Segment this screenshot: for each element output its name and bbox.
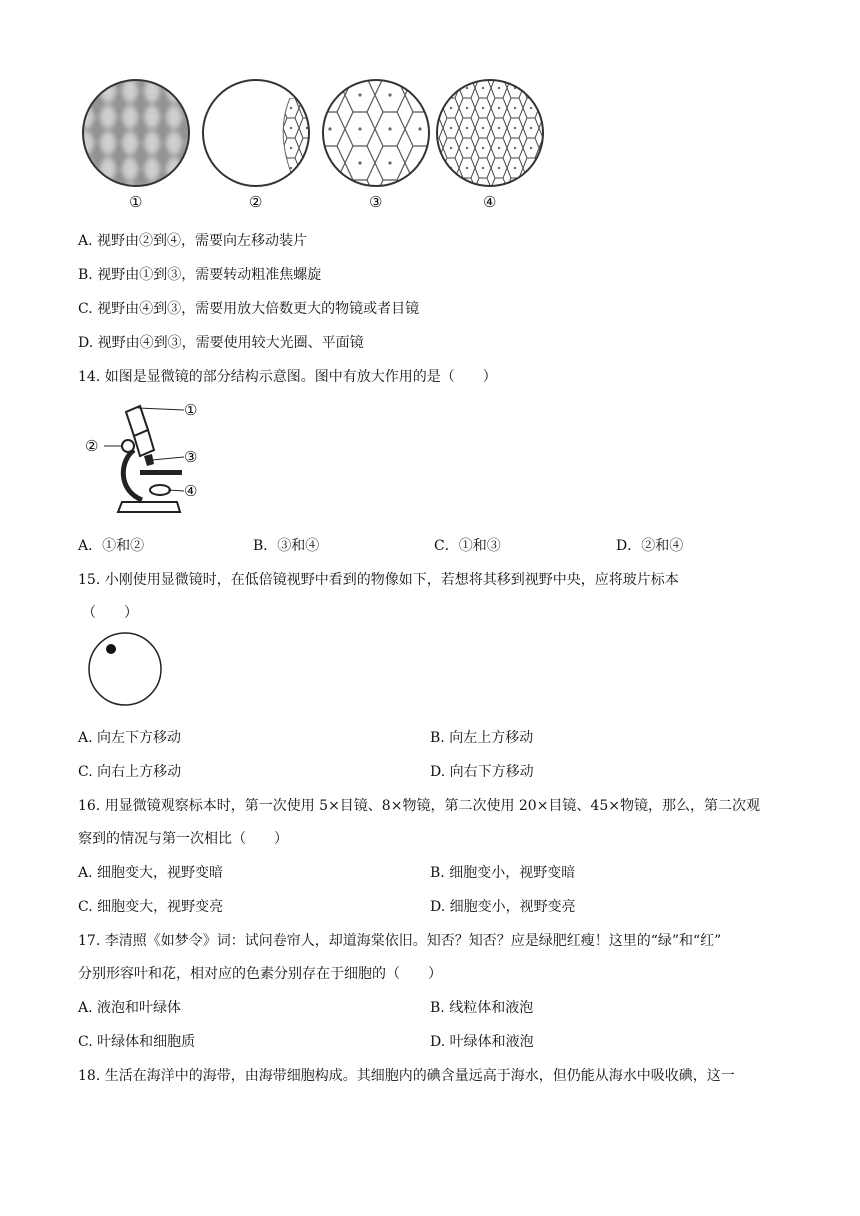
q14-figure-label-2: ② [85, 437, 99, 455]
q14-figure-label-1: ① [184, 401, 198, 419]
q13-figure-label-1: ① [129, 193, 143, 211]
q15-field-figure [85, 628, 165, 708]
q13-option-b: B. 视野由①到③，需要转动粗准焦螺旋 [78, 267, 322, 283]
q14-option-a: A．①和② [78, 538, 145, 554]
q15-option-a: A. 向左下方移动 [78, 730, 182, 746]
q14-option-d: D．②和④ [616, 538, 684, 554]
q18-stem-line1: 18. 生活在海洋中的海带，由海带细胞构成。其细胞内的碘含量远高于海水，但仍能从海水中吸收碘，这一 [78, 1068, 735, 1084]
q13-option-c: C. 视野由④到③，需要用放大倍数更大的物镜或者目镜 [78, 301, 420, 317]
q13-figure-label-3: ③ [369, 193, 383, 211]
q16-option-d: D. 细胞变小，视野变亮 [430, 899, 576, 915]
q16-option-c: C. 细胞变大，视野变亮 [78, 899, 224, 915]
q13-option-d: D. 视野由④到③，需要使用较大光圈、平面镜 [78, 335, 364, 351]
q14-option-c: C．①和③ [434, 538, 501, 554]
q17-option-c: C. 叶绿体和细胞质 [78, 1034, 196, 1050]
q16-option-a: A. 细胞变大，视野变暗 [78, 865, 224, 881]
q15-stem-line2: （ ） [82, 605, 138, 621]
q17-option-d: D. 叶绿体和液泡 [430, 1034, 534, 1050]
q13-option-a: A. 视野由②到④，需要向左移动装片 [78, 233, 308, 249]
q17-stem-line1: 17. 李清照《如梦令》词：试问卷帘人，却道海棠依旧。知否？知否？应是绿肥红瘦！这里的“绿”和“红” [78, 933, 722, 949]
q15-stem-line1: 15. 小刚使用显微镜时，在低倍镜视野中看到的物像如下，若想将其移到视野中央，应将玻片标本 [78, 572, 679, 588]
q15-option-d: D. 向右下方移动 [430, 764, 534, 780]
q17-stem-line2: 分别形容叶和花，相对应的色素分别存在于细胞的（ ） [78, 966, 442, 982]
q16-stem-line1: 16. 用显微镜观察标本时，第一次使用 5×目镜、8×物镜，第二次使用 20×目镜、45×物镜，那么，第二次观 [78, 798, 760, 814]
q14-figure-label-3: ③ [184, 448, 198, 466]
q15-option-c: C. 向右上方移动 [78, 764, 182, 780]
q14-stem: 14. 如图是显微镜的部分结构示意图。图中有放大作用的是（ ） [78, 369, 497, 385]
q14-option-b: B．③和④ [253, 538, 320, 554]
field-4-low-power [435, 78, 545, 188]
q14-figure-label-4: ④ [184, 482, 198, 500]
q13-figure [75, 78, 555, 208]
field-1-blurry [75, 78, 197, 188]
q13-figure-label-2: ② [249, 193, 263, 211]
q16-option-b: B. 细胞变小，视野变暗 [430, 865, 576, 881]
q17-option-b: B. 线粒体和液泡 [430, 1000, 534, 1016]
q17-option-a: A. 液泡和叶绿体 [78, 1000, 182, 1016]
q15-option-b: B. 向左上方移动 [430, 730, 534, 746]
q13-figure-label-4: ④ [483, 193, 497, 211]
q16-stem-line2: 察到的情况与第一次相比（ ） [78, 831, 288, 847]
